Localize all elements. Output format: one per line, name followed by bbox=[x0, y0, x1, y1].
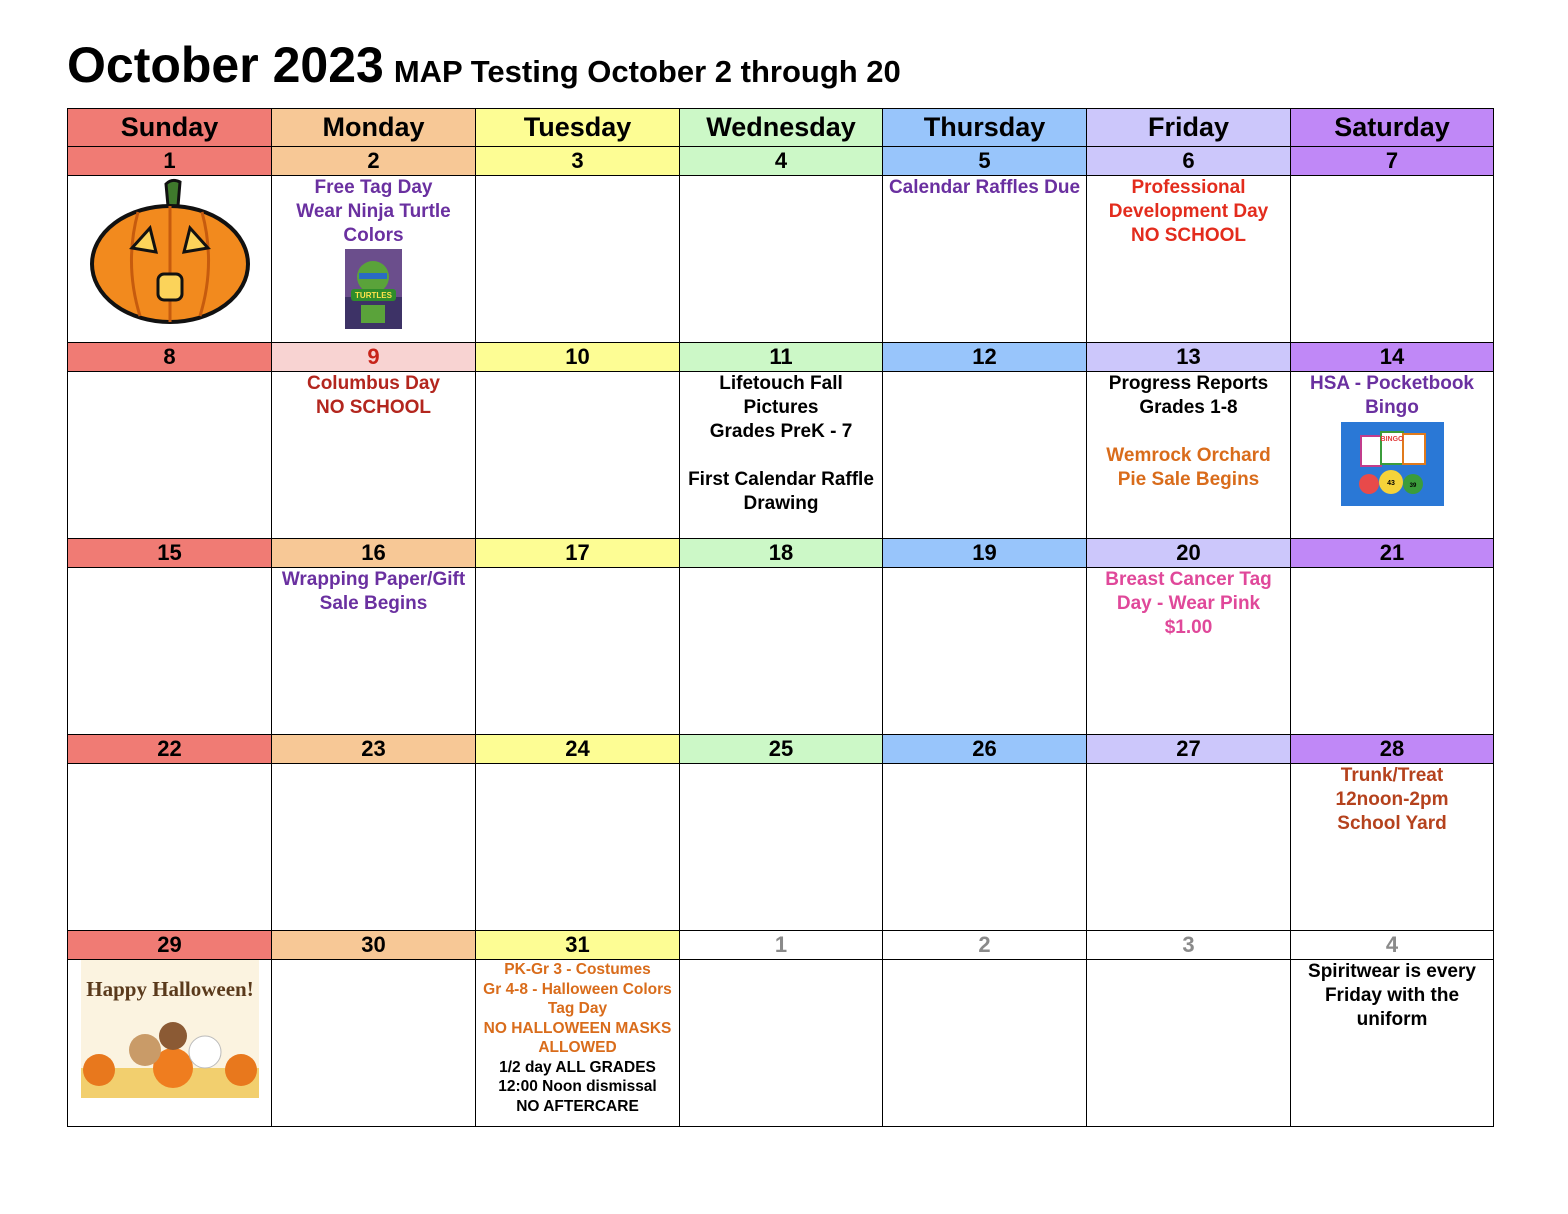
day-cell bbox=[1087, 764, 1291, 931]
event-text: Spiritwear is every Friday with the uniform bbox=[1308, 961, 1476, 1031]
weekday-header: Sunday bbox=[68, 109, 272, 147]
event-text: Columbus Day bbox=[306, 373, 441, 395]
event-text: Gr 4-8 - Halloween Colors Tag Day bbox=[483, 980, 672, 1018]
day-cell bbox=[1087, 372, 1291, 539]
day-cell bbox=[1087, 960, 1291, 1127]
weekday-header-row bbox=[68, 109, 1494, 147]
pumpkin-image bbox=[88, 176, 252, 328]
weekday-header: Saturday bbox=[1291, 109, 1494, 147]
date-number: 10 bbox=[476, 343, 680, 372]
date-number: 6 bbox=[1087, 147, 1291, 176]
calendar-subtitle: MAP Testing October 2 through 20 bbox=[393, 54, 901, 89]
day-cell bbox=[476, 568, 680, 735]
day-cell bbox=[883, 372, 1087, 539]
event-text: PK-Gr 3 - Costumes bbox=[504, 961, 651, 979]
day-cell bbox=[68, 764, 272, 931]
date-number: 3 bbox=[1087, 931, 1291, 960]
event-text: Lifetouch Fall Pictures bbox=[719, 373, 843, 419]
date-number: 16 bbox=[272, 539, 476, 568]
date-number: 14 bbox=[1291, 343, 1494, 372]
weekday-header: Friday bbox=[1087, 109, 1291, 147]
date-number: 29 bbox=[68, 931, 272, 960]
day-cell-row bbox=[68, 176, 1494, 343]
event-text: Calendar Raffles Due bbox=[888, 177, 1081, 199]
bingo-ball-number: 43 bbox=[1386, 480, 1395, 488]
date-number: 22 bbox=[68, 735, 272, 764]
event-text: Progress Reports Grades 1-8 bbox=[1108, 373, 1269, 419]
event-text: Breast Cancer Tag Day - Wear Pink bbox=[1105, 569, 1272, 615]
day-cell bbox=[1087, 568, 1291, 735]
spacer bbox=[680, 444, 882, 468]
day-cell bbox=[1291, 176, 1494, 343]
event-text: Wrapping Paper/Gift Sale Begins bbox=[281, 569, 466, 615]
event-text: NO SCHOOL bbox=[315, 397, 432, 419]
date-number: 30 bbox=[272, 931, 476, 960]
day-cell bbox=[680, 568, 883, 735]
date-number: 5 bbox=[883, 147, 1087, 176]
day-cell bbox=[272, 568, 476, 735]
date-number-row bbox=[68, 147, 1494, 176]
date-number: 18 bbox=[680, 539, 883, 568]
date-number: 21 bbox=[1291, 539, 1494, 568]
event-text: Free Tag Day bbox=[314, 177, 433, 199]
date-number-row bbox=[68, 343, 1494, 372]
day-cell bbox=[476, 764, 680, 931]
date-number: 4 bbox=[1291, 931, 1494, 960]
day-cell bbox=[680, 960, 883, 1127]
month-title: October 2023 bbox=[67, 37, 384, 93]
date-number: 31 bbox=[476, 931, 680, 960]
day-cell bbox=[883, 960, 1087, 1127]
day-cell bbox=[680, 764, 883, 931]
halloween-banner-text: Happy Halloween! bbox=[85, 977, 254, 1002]
day-cell bbox=[1291, 568, 1494, 735]
day-cell bbox=[1087, 176, 1291, 343]
event-text: Wemrock Orchard Pie Sale Begins bbox=[1106, 445, 1271, 491]
bingo-image bbox=[1341, 422, 1444, 506]
day-cell bbox=[272, 372, 476, 539]
date-number: 8 bbox=[68, 343, 272, 372]
weekday-header: Wednesday bbox=[680, 109, 883, 147]
spacer bbox=[1087, 420, 1290, 444]
date-number: 12 bbox=[883, 343, 1087, 372]
day-cell bbox=[68, 960, 272, 1127]
event-text: NO HALLOWEEN MASKS ALLOWED bbox=[483, 1019, 672, 1057]
day-cell bbox=[68, 372, 272, 539]
day-cell bbox=[272, 176, 476, 343]
halloween-image bbox=[81, 960, 259, 1098]
date-number: 25 bbox=[680, 735, 883, 764]
date-number: 15 bbox=[68, 539, 272, 568]
date-number: 13 bbox=[1087, 343, 1291, 372]
event-text: 12noon-2pm bbox=[1335, 789, 1449, 811]
date-number: 26 bbox=[883, 735, 1087, 764]
weekday-header: Tuesday bbox=[476, 109, 680, 147]
day-cell bbox=[272, 764, 476, 931]
poster-title: TURTLES bbox=[355, 291, 392, 301]
ninja-turtles-poster-image bbox=[345, 249, 402, 329]
day-cell bbox=[476, 960, 680, 1127]
day-cell bbox=[1291, 764, 1494, 931]
event-text: Trunk/Treat bbox=[1340, 765, 1444, 787]
day-cell-row bbox=[68, 960, 1494, 1127]
day-cell-row bbox=[68, 568, 1494, 735]
bingo-ball-number: 39 bbox=[1409, 483, 1416, 490]
date-number: 19 bbox=[883, 539, 1087, 568]
event-text: 1/2 day ALL GRADES bbox=[499, 1058, 656, 1076]
page-title bbox=[67, 36, 901, 94]
calendar-grid bbox=[67, 108, 1494, 1127]
day-cell bbox=[1291, 372, 1494, 539]
date-number: 4 bbox=[680, 147, 883, 176]
date-number: 2 bbox=[272, 147, 476, 176]
event-text: $1.00 bbox=[1164, 617, 1213, 639]
event-text: School Yard bbox=[1337, 813, 1447, 835]
event-text: Grades PreK - 7 bbox=[709, 421, 853, 443]
event-text: NO AFTERCARE bbox=[516, 1097, 639, 1115]
date-number: 9 bbox=[272, 343, 476, 372]
day-cell bbox=[68, 176, 272, 343]
day-cell bbox=[476, 372, 680, 539]
date-number: 3 bbox=[476, 147, 680, 176]
day-cell bbox=[1291, 960, 1494, 1127]
date-number: 1 bbox=[680, 931, 883, 960]
day-cell bbox=[680, 176, 883, 343]
event-text: HSA - Pocketbook Bingo bbox=[1310, 373, 1474, 419]
date-number: 24 bbox=[476, 735, 680, 764]
date-number: 11 bbox=[680, 343, 883, 372]
event-text: Professional Development Day bbox=[1108, 177, 1269, 223]
date-number-row bbox=[68, 735, 1494, 764]
event-text: Wear Ninja Turtle Colors bbox=[296, 201, 451, 247]
bingo-card-label: BINGO bbox=[1380, 436, 1403, 444]
date-number: 7 bbox=[1291, 147, 1494, 176]
date-number: 2 bbox=[883, 931, 1087, 960]
date-number: 23 bbox=[272, 735, 476, 764]
date-number: 28 bbox=[1291, 735, 1494, 764]
date-number-row bbox=[68, 539, 1494, 568]
day-cell-row bbox=[68, 764, 1494, 931]
day-cell bbox=[883, 568, 1087, 735]
date-number: 20 bbox=[1087, 539, 1291, 568]
event-text: NO SCHOOL bbox=[1130, 225, 1247, 247]
day-cell bbox=[883, 176, 1087, 343]
date-number: 1 bbox=[68, 147, 272, 176]
weekday-header: Thursday bbox=[883, 109, 1087, 147]
day-cell bbox=[68, 568, 272, 735]
day-cell bbox=[680, 372, 883, 539]
day-cell-row bbox=[68, 372, 1494, 539]
date-number-row bbox=[68, 931, 1494, 960]
day-cell bbox=[476, 176, 680, 343]
date-number: 17 bbox=[476, 539, 680, 568]
day-cell bbox=[272, 960, 476, 1127]
weekday-header: Monday bbox=[272, 109, 476, 147]
event-text: First Calendar Raffle Drawing bbox=[688, 469, 874, 515]
event-text: 12:00 Noon dismissal bbox=[498, 1078, 657, 1096]
date-number: 27 bbox=[1087, 735, 1291, 764]
day-cell bbox=[883, 764, 1087, 931]
